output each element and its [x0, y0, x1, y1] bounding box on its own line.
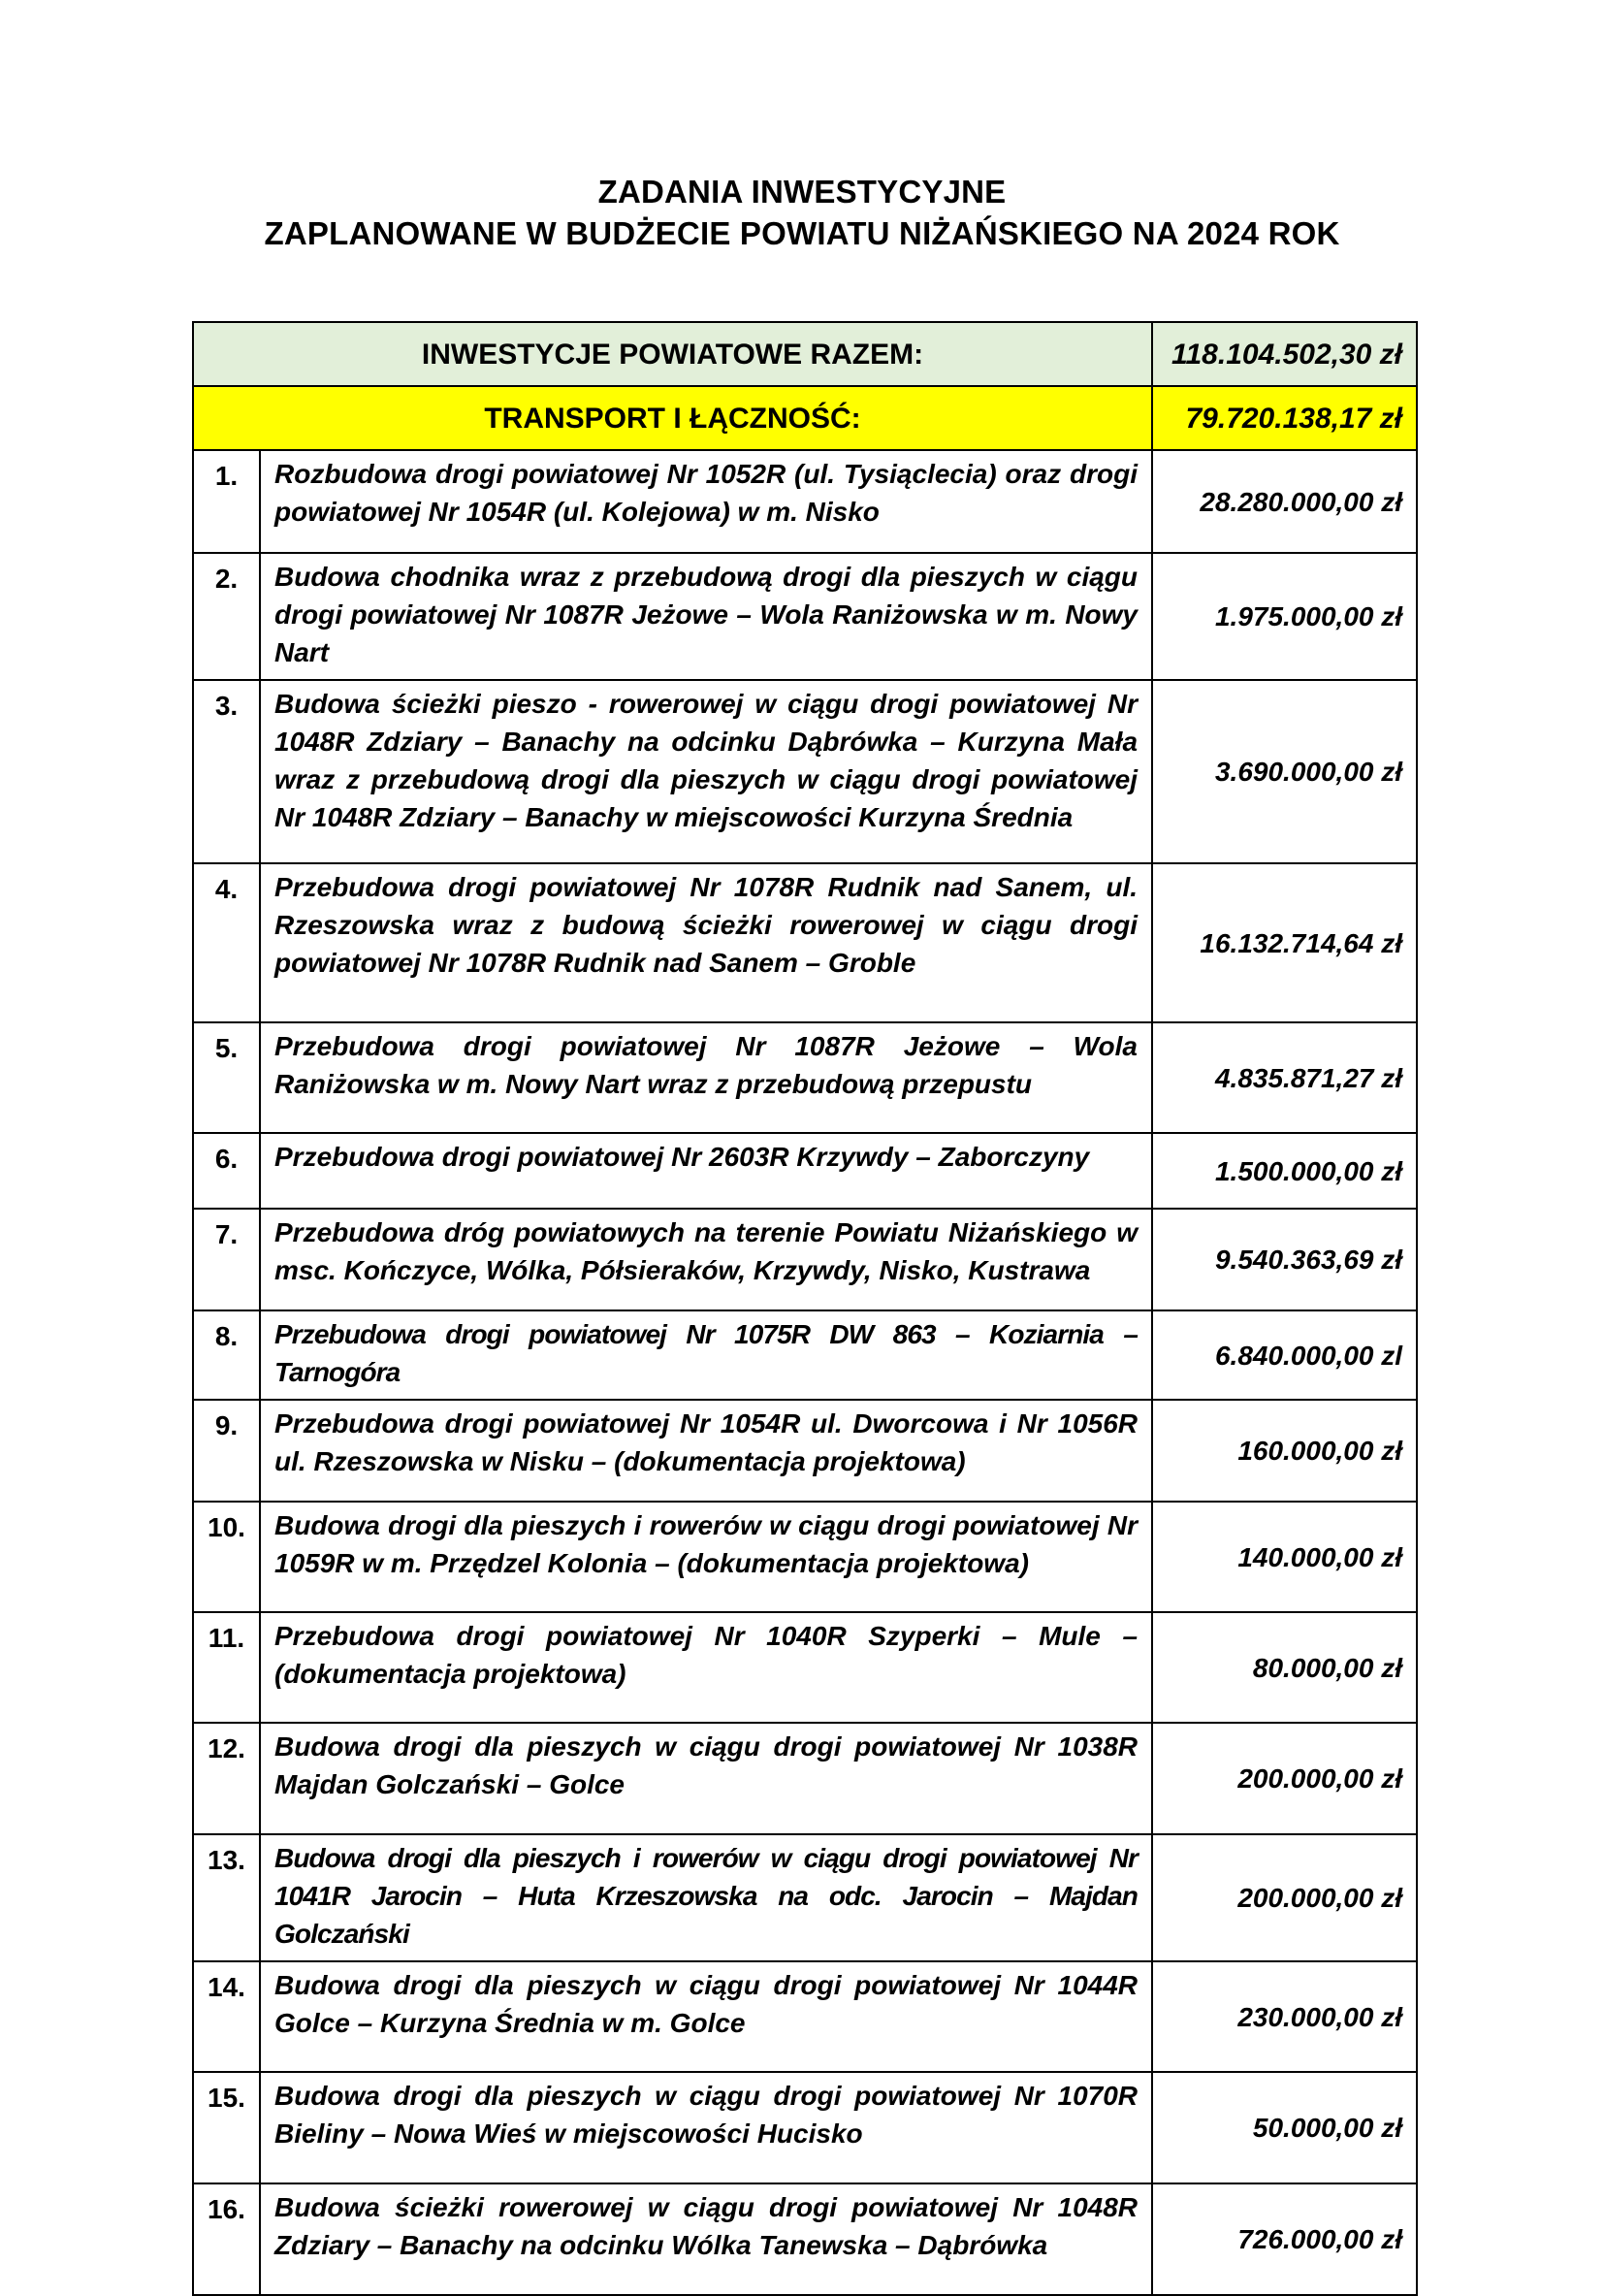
row-amount: 200.000,00 zł [1152, 1834, 1417, 1961]
row-amount: 230.000,00 zł [1152, 1961, 1417, 2072]
row-amount: 80.000,00 zł [1152, 1612, 1417, 1723]
table-row [193, 1723, 1417, 1834]
row-number: 16. [193, 2183, 260, 2295]
row-description: Budowa drogi dla pieszych w ciągu drogi powiatowej Nr 1038R Majdan Golczański – Golce [260, 1723, 1152, 1834]
row-number: 10. [193, 1502, 260, 1612]
row-number: 3. [193, 680, 260, 863]
row-number: 13. [193, 1834, 260, 1961]
row-number: 5. [193, 1022, 260, 1133]
row-amount: 16.132.714,64 zł [1152, 863, 1417, 1022]
total-label: INWESTYCJE POWIATOWE RAZEM: [193, 322, 1152, 386]
row-number: 1. [193, 450, 260, 553]
row-description: Budowa ścieżki pieszo - rowerowej w ciągu drogi powiatowej Nr 1048R Zdziary – Banachy na odcinku Dąbrówka – Kurzyna Mała wraz z przebudową drogi dla pieszych w ciągu drogi powiatowej Nr 1048R Zdziary – Banachy w miejscowości Kurzyna Średnia [260, 680, 1152, 863]
row-description: Budowa drogi dla pieszych w ciągu drogi powiatowej Nr 1044R Golce – Kurzyna Średnia w m. Golce [260, 1961, 1152, 2072]
table-row [193, 553, 1417, 680]
investment-table [192, 321, 1418, 2296]
table-row [193, 1961, 1417, 2072]
row-amount: 726.000,00 zł [1152, 2183, 1417, 2295]
row-number: 9. [193, 1400, 260, 1502]
document-title [0, 171, 1604, 254]
row-amount: 200.000,00 zł [1152, 1723, 1417, 1834]
row-number: 12. [193, 1723, 260, 1834]
row-description: Przebudowa drogi powiatowej Nr 1075R DW 863 – Koziarnia – Tarnogóra [260, 1310, 1152, 1400]
table-row [193, 1022, 1417, 1133]
row-number: 8. [193, 1310, 260, 1400]
row-amount: 6.840.000,00 zl [1152, 1310, 1417, 1400]
table-row [193, 1502, 1417, 1612]
row-description: Budowa chodnika wraz z przebudową drogi dla pieszych w ciągu drogi powiatowej Nr 1087R Jeżowe – Wola Raniżowska w m. Nowy Nart [260, 553, 1152, 680]
table-row [193, 1834, 1417, 1961]
row-amount: 9.540.363,69 zł [1152, 1209, 1417, 1310]
table-row [193, 863, 1417, 1022]
table-row [193, 680, 1417, 863]
table-row [193, 1310, 1417, 1400]
row-amount: 140.000,00 zł [1152, 1502, 1417, 1612]
row-amount: 50.000,00 zł [1152, 2072, 1417, 2183]
table-row [193, 1209, 1417, 1310]
row-amount: 1.975.000,00 zł [1152, 553, 1417, 680]
row-number: 7. [193, 1209, 260, 1310]
total-amount: 118.104.502,30 zł [1152, 322, 1417, 386]
row-amount: 4.835.871,27 zł [1152, 1022, 1417, 1133]
row-number: 4. [193, 863, 260, 1022]
title-line-1: ZADANIA INWESTYCYJNE [597, 174, 1007, 210]
total-row [193, 322, 1417, 386]
table-row [193, 1400, 1417, 1502]
row-description: Budowa drogi dla pieszych w ciągu drogi powiatowej Nr 1070R Bieliny – Nowa Wieś w miejscowości Hucisko [260, 2072, 1152, 2183]
row-description: Budowa ścieżki rowerowej w ciągu drogi powiatowej Nr 1048R Zdziary – Banachy na odcinku Wólka Tanewska – Dąbrówka [260, 2183, 1152, 2295]
row-description: Przebudowa dróg powiatowych na terenie Powiatu Niżańskiego w msc. Kończyce, Wólka, Półsieraków, Krzywdy, Nisko, Kustrawa [260, 1209, 1152, 1310]
row-description: Przebudowa drogi powiatowej Nr 1078R Rudnik nad Sanem, ul. Rzeszowska wraz z budową ścieżki rowerowej w ciągu drogi powiatowej Nr 1078R Rudnik nad Sanem – Groble [260, 863, 1152, 1022]
table-row [193, 2183, 1417, 2295]
section-label: TRANSPORT I ŁĄCZNOŚĆ: [193, 386, 1152, 450]
row-description: Przebudowa drogi powiatowej Nr 1040R Szyperki – Mule – (dokumentacja projektowa) [260, 1612, 1152, 1723]
row-number: 2. [193, 553, 260, 680]
table-row [193, 450, 1417, 553]
section-amount: 79.720.138,17 zł [1152, 386, 1417, 450]
row-amount: 3.690.000,00 zł [1152, 680, 1417, 863]
row-number: 11. [193, 1612, 260, 1723]
row-amount: 1.500.000,00 zł [1152, 1133, 1417, 1209]
section-row [193, 386, 1417, 450]
table-row [193, 1612, 1417, 1723]
row-description: Budowa drogi dla pieszych i rowerów w ciągu drogi powiatowej Nr 1059R w m. Przędzel Kolonia – (dokumentacja projektowa) [260, 1502, 1152, 1612]
row-number: 6. [193, 1133, 260, 1209]
row-amount: 160.000,00 zł [1152, 1400, 1417, 1502]
table-row [193, 2072, 1417, 2183]
row-number: 15. [193, 2072, 260, 2183]
row-description: Przebudowa drogi powiatowej Nr 2603R Krzywdy – Zaborczyny [260, 1133, 1152, 1209]
row-description: Budowa drogi dla pieszych i rowerów w ciągu drogi powiatowej Nr 1041R Jarocin – Huta Krzeszowska na odc. Jarocin – Majdan Golczański [260, 1834, 1152, 1961]
table-row [193, 1133, 1417, 1209]
row-amount: 28.280.000,00 zł [1152, 450, 1417, 553]
title-line-2: ZAPLANOWANE W BUDŻECIE POWIATU NIŻAŃSKIEGO NA 2024 ROK [264, 215, 1340, 251]
row-description: Przebudowa drogi powiatowej Nr 1054R ul. Dworcowa i Nr 1056R ul. Rzeszowska w Nisku – (dokumentacja projektowa) [260, 1400, 1152, 1502]
row-description: Rozbudowa drogi powiatowej Nr 1052R (ul. Tysiąclecia) oraz drogi powiatowej Nr 1054R (ul. Kolejowa) w m. Nisko [260, 450, 1152, 553]
row-number: 14. [193, 1961, 260, 2072]
row-description: Przebudowa drogi powiatowej Nr 1087R Jeżowe – Wola Raniżowska w m. Nowy Nart wraz z przebudową przepustu [260, 1022, 1152, 1133]
